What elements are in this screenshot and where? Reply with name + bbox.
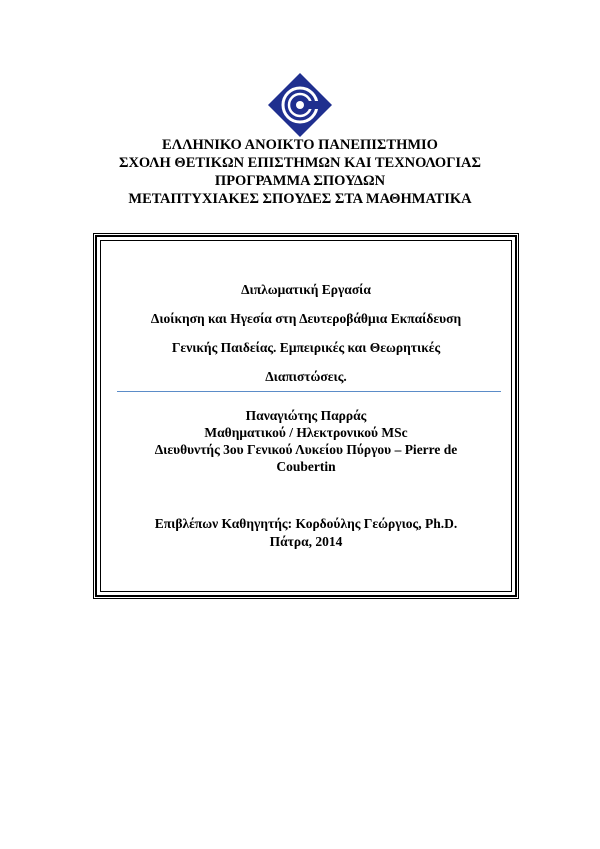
program-label: ΠΡΟΓΡΑΜΜΑ ΣΠΟΥΔΩΝ [214, 173, 386, 189]
thesis-title-line-1: Διοίκηση και Ηγεσία στη Δευτεροβάθμια Εκπαίδευση [150, 311, 462, 326]
university-name: ΕΛΛΗΝΙΚΟ ΑΝΟΙΚΤΟ ΠΑΝΕΠΙΣΤΗΜΙΟ [162, 137, 438, 153]
school-name: ΣΧΟΛΗ ΘΕΤΙΚΩΝ ΕΠΙΣΤΗΜΩΝ ΚΑΙ ΤΕΧΝΟΛΟΓΙΑΣ [118, 155, 482, 171]
supervisor-line: Επιβλέπων Καθηγητής: Κορδούλης Γεώργιος, Ph.D. [154, 516, 458, 531]
author-name: Παναγιώτης Παρράς [245, 408, 367, 423]
thesis-type: Διπλωματική Εργασία [241, 282, 371, 297]
thesis-block [101, 275, 511, 391]
supervisor-block [101, 515, 511, 551]
divider-line [117, 391, 501, 392]
thesis-title-line-3: Διαπιστώσεις. [265, 369, 347, 384]
logo-gap [306, 101, 320, 109]
author-role-line-2: Coubertin [276, 459, 336, 474]
thesis-title-line-2: Γενικής Παιδείας. Εμπειρικές και Θεωρητικές [171, 340, 441, 355]
title-frame [93, 233, 519, 599]
institution-header [0, 136, 600, 208]
author-degree: Μαθηματικού / Ηλεκτρονικού MSc [204, 425, 408, 440]
author-role-line-1: Διευθυντής 3ου Γενικού Λυκείου Πύργου – Pierre de [154, 442, 458, 457]
place-date: Πάτρα, 2014 [269, 534, 343, 549]
university-logo [268, 73, 332, 137]
author-block [101, 407, 511, 475]
program-name: ΜΕΤΑΠΤΥΧΙΑΚΕΣ ΣΠΟΥΔΕΣ ΣΤΑ ΜΑΘΗΜΑΤΙΚΑ [128, 191, 472, 207]
title-frame-inner [100, 240, 512, 592]
logo-center-dot [296, 101, 304, 109]
